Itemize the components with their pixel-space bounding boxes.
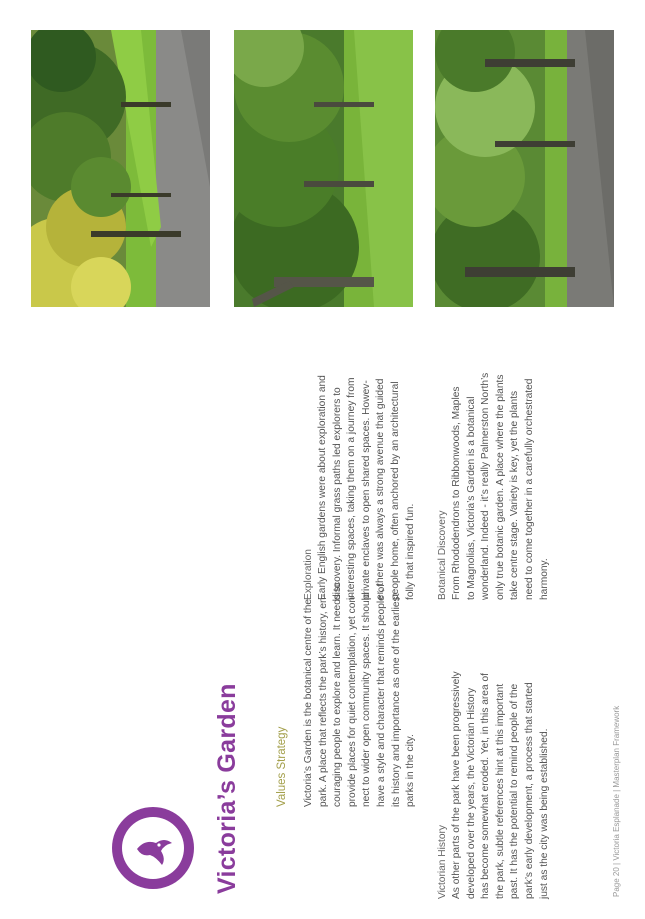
botanical-discovery-line: wonderland. Indeed - it’s really Palmerston North’s [480, 372, 492, 600]
victorian-history-paragraph [450, 671, 552, 899]
victorian-history-line: past. It has the potential to remind people of the [509, 683, 521, 899]
botanical-discovery-line: only true botanic garden. A place where the plants [494, 374, 506, 600]
botanical-discovery-line: need to come together in a carefully orchestrated [523, 378, 535, 600]
exploration-line: er, there was always a strong avenue that guided [375, 378, 387, 600]
intro-line: park. A place that reflects the park’s history, en- [317, 593, 329, 807]
intro-line: parks in the city. [405, 734, 417, 807]
intro-line: have a style and character that reminds people of [375, 583, 387, 807]
tree-avenue-photo-icon [435, 30, 614, 307]
exploration-heading: Exploration [303, 549, 314, 600]
page-subtitle: Values Strategy [276, 726, 288, 807]
fantail-bird-icon [112, 807, 194, 889]
exploration-line: discovery. Informal grass paths led explorers to [331, 387, 343, 600]
intro-line: provide places for quiet contemplation, yet con- [346, 593, 358, 807]
intro-line: nect to wider open community spaces. It should [361, 592, 373, 807]
tree-lawn-photo-icon [234, 30, 413, 307]
page-title: Victoria’s Garden [213, 683, 241, 894]
intro-line: Victoria’s Garden is the botanical centre of the [303, 598, 314, 807]
victorian-history-line: just as the city was being established. [538, 728, 550, 899]
victorian-history-heading: Victorian History [437, 825, 448, 899]
exploration-line: people home, often anchored by an architectural [389, 381, 401, 600]
victorian-history-line: has become somewhat eroded. Yet, in this area of [480, 673, 492, 899]
exploration-line: Early English gardens were about exploration and [317, 375, 328, 600]
intro-line: its history and importance as one of the earliest [390, 593, 402, 807]
exploration-line: private enclaves to open shared spaces. Howev- [360, 380, 372, 600]
garden-path-photo-icon [31, 30, 210, 307]
victorian-history-line: park’s early development, a process that started [523, 682, 535, 899]
exploration-paragraph [316, 375, 418, 600]
botanical-discovery-line: harmony. [538, 558, 550, 600]
victorian-history-line: developed over the years, the Victorian History [465, 687, 477, 899]
botanical-discovery-line: to Magnolias, Victoria’s Garden is a botanical [465, 396, 477, 600]
intro-line: couraging people to explore and learn. It needs to [332, 582, 344, 807]
exploration-line: folly that inspired fun. [404, 503, 416, 600]
botanical-discovery-line: From Rhododendrons to Ribbonwoods, Maples [451, 386, 462, 600]
exploration-line: interesting spaces, taking them on a journey from [346, 377, 358, 600]
botanical-discovery-heading: Botanical Discovery [437, 510, 448, 600]
botanical-discovery-line: take centre stage. Variety is key, yet the plants [509, 390, 521, 600]
victorian-history-line: the park, subtle references hint at this important [494, 683, 506, 899]
botanical-discovery-paragraph [450, 373, 552, 600]
intro-paragraph [302, 583, 419, 807]
victorian-history-line: As other parts of the park have been progressively [451, 671, 462, 899]
page-footer: Page 20 | Victoria Esplanade | Masterplan Framework [612, 705, 621, 897]
